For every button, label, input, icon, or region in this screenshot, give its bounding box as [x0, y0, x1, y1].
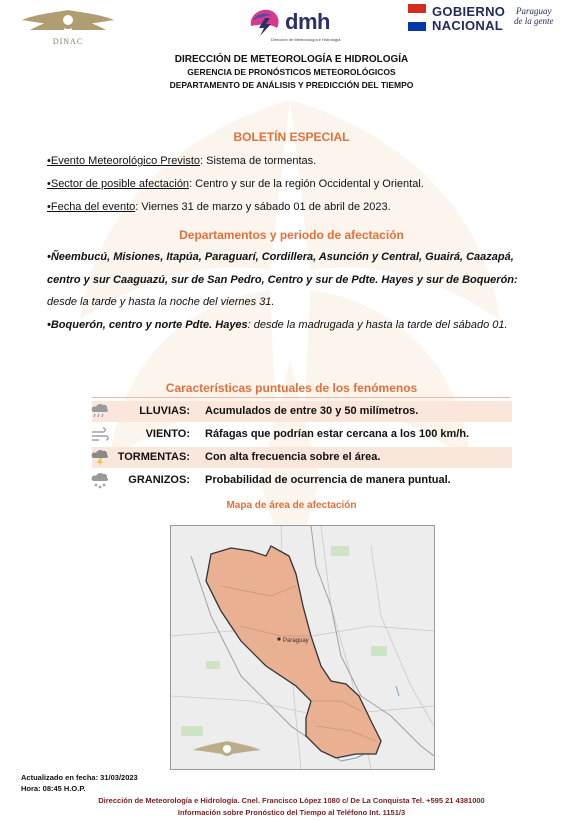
- phenomenon-value: Con alta frecuencia sobre el área.: [205, 451, 381, 463]
- updated-time: Hora: 08:45 H.O.P.: [21, 784, 86, 793]
- date-value: : Viernes 31 de marzo y sábado 01 de abril de 2023.: [135, 201, 391, 213]
- sector-line: [47, 178, 424, 190]
- phenomenon-label: TORMENTAS:: [117, 451, 190, 463]
- footer-address: Dirección de Meteorología e Hidrología. Cnel. Francisco López 1080 c/ De La Conquista Tel. +595 21 4381000: [98, 796, 485, 805]
- dmh-logo: [247, 6, 342, 46]
- bulletin-title: BOLETÍN ESPECIAL: [233, 130, 350, 144]
- dinac-map-watermark: [191, 733, 263, 767]
- institution-heading: DIRECCIÓN DE METEOROLOGÍA E HIDROLOGÍA: [174, 54, 409, 65]
- dmh-storm-icon: [247, 6, 283, 36]
- dinac-logo: [18, 4, 118, 46]
- phenomenon-value: Probabilidad de ocurrencia de manera puntual.: [205, 474, 451, 486]
- group1-line1: •Ñeembucú, Misiones, Itapúa, Paraguarí, Cordillera, Asunción y Central, Guairá, Caazapá,: [47, 251, 514, 263]
- dinac-logo-text: DINAC: [52, 37, 84, 46]
- dinac-wings-icon: [18, 4, 118, 38]
- paraguay-tagline: Paraguay de la gente: [514, 6, 554, 26]
- gobierno-text: GOBIERNO: [432, 4, 506, 19]
- phenomenon-label: VIENTO:: [145, 428, 190, 440]
- event-label: •Evento Meteorológico Previsto: [47, 155, 201, 167]
- dmh-logo-text: dmh: [285, 9, 330, 34]
- capital-marker: [277, 637, 280, 640]
- footer-info: Información sobre Pronóstico del Tiempo al Teléfono Int. 1151/3: [177, 808, 406, 817]
- phenomenon-row-rain: [92, 401, 512, 422]
- phenomena-divider: [92, 397, 510, 398]
- dmh-logo-subtitle: Dirección de Meteorología e Hidrología: [271, 37, 341, 42]
- phenomena-title: Características puntuales de los fenómenos: [165, 381, 418, 395]
- phenomenon-row-storm: [92, 447, 512, 468]
- affected-area-map[interactable]: [170, 525, 435, 770]
- sector-value: : Centro y sur de la región Occidental y Oriental.: [189, 178, 424, 190]
- departments-title: Departamentos y periodo de afectación: [179, 228, 404, 242]
- event-line: [47, 155, 316, 167]
- date-label: •Fecha del evento: [47, 201, 136, 213]
- phenomenon-value: Acumulados de entre 30 y 50 milímetros.: [205, 405, 419, 417]
- event-value: : Sistema de tormentas.: [200, 155, 317, 167]
- department-heading: DEPARTAMENTO DE ANÁLISIS Y PREDICCIÓN DEL TIEMPO: [169, 80, 414, 90]
- phenomenon-label: GRANIZOS:: [128, 474, 190, 486]
- flag-icon: [408, 4, 428, 32]
- phenomenon-value: Ráfagas que podrían estar cercana a los 100 km/h.: [205, 428, 470, 440]
- nacional-text: NACIONAL: [432, 18, 504, 33]
- date-line: [47, 201, 391, 213]
- updated-date: Actualizado en fecha: 31/03/2023: [21, 773, 138, 782]
- group1-period: desde la tarde y hasta la noche del viernes 31.: [47, 296, 275, 308]
- phenomenon-row-wind: [92, 424, 512, 445]
- phenomenon-row-hail: [92, 470, 512, 491]
- group1-line2: centro y sur Caaguazú, sur de San Pedro, Centro y sur de Pdte. Hayes y sur de Boquerón:: [47, 274, 518, 286]
- capital-label: Paraguay: [283, 638, 309, 644]
- map-title: Mapa de área de afectación: [226, 500, 357, 511]
- phenomenon-label: LLUVIAS:: [139, 405, 190, 417]
- group2-line: •Boquerón, centro y norte Pdte. Hayes: desde la madrugada y hasta la tarde del sábado 01.: [47, 319, 508, 331]
- gobierno-nacional-logo: [408, 4, 568, 38]
- sector-label: •Sector de posible afectación: [47, 178, 190, 190]
- management-heading: GERENCIA DE PRONÓSTICOS METEOROLÓGICOS: [187, 67, 396, 77]
